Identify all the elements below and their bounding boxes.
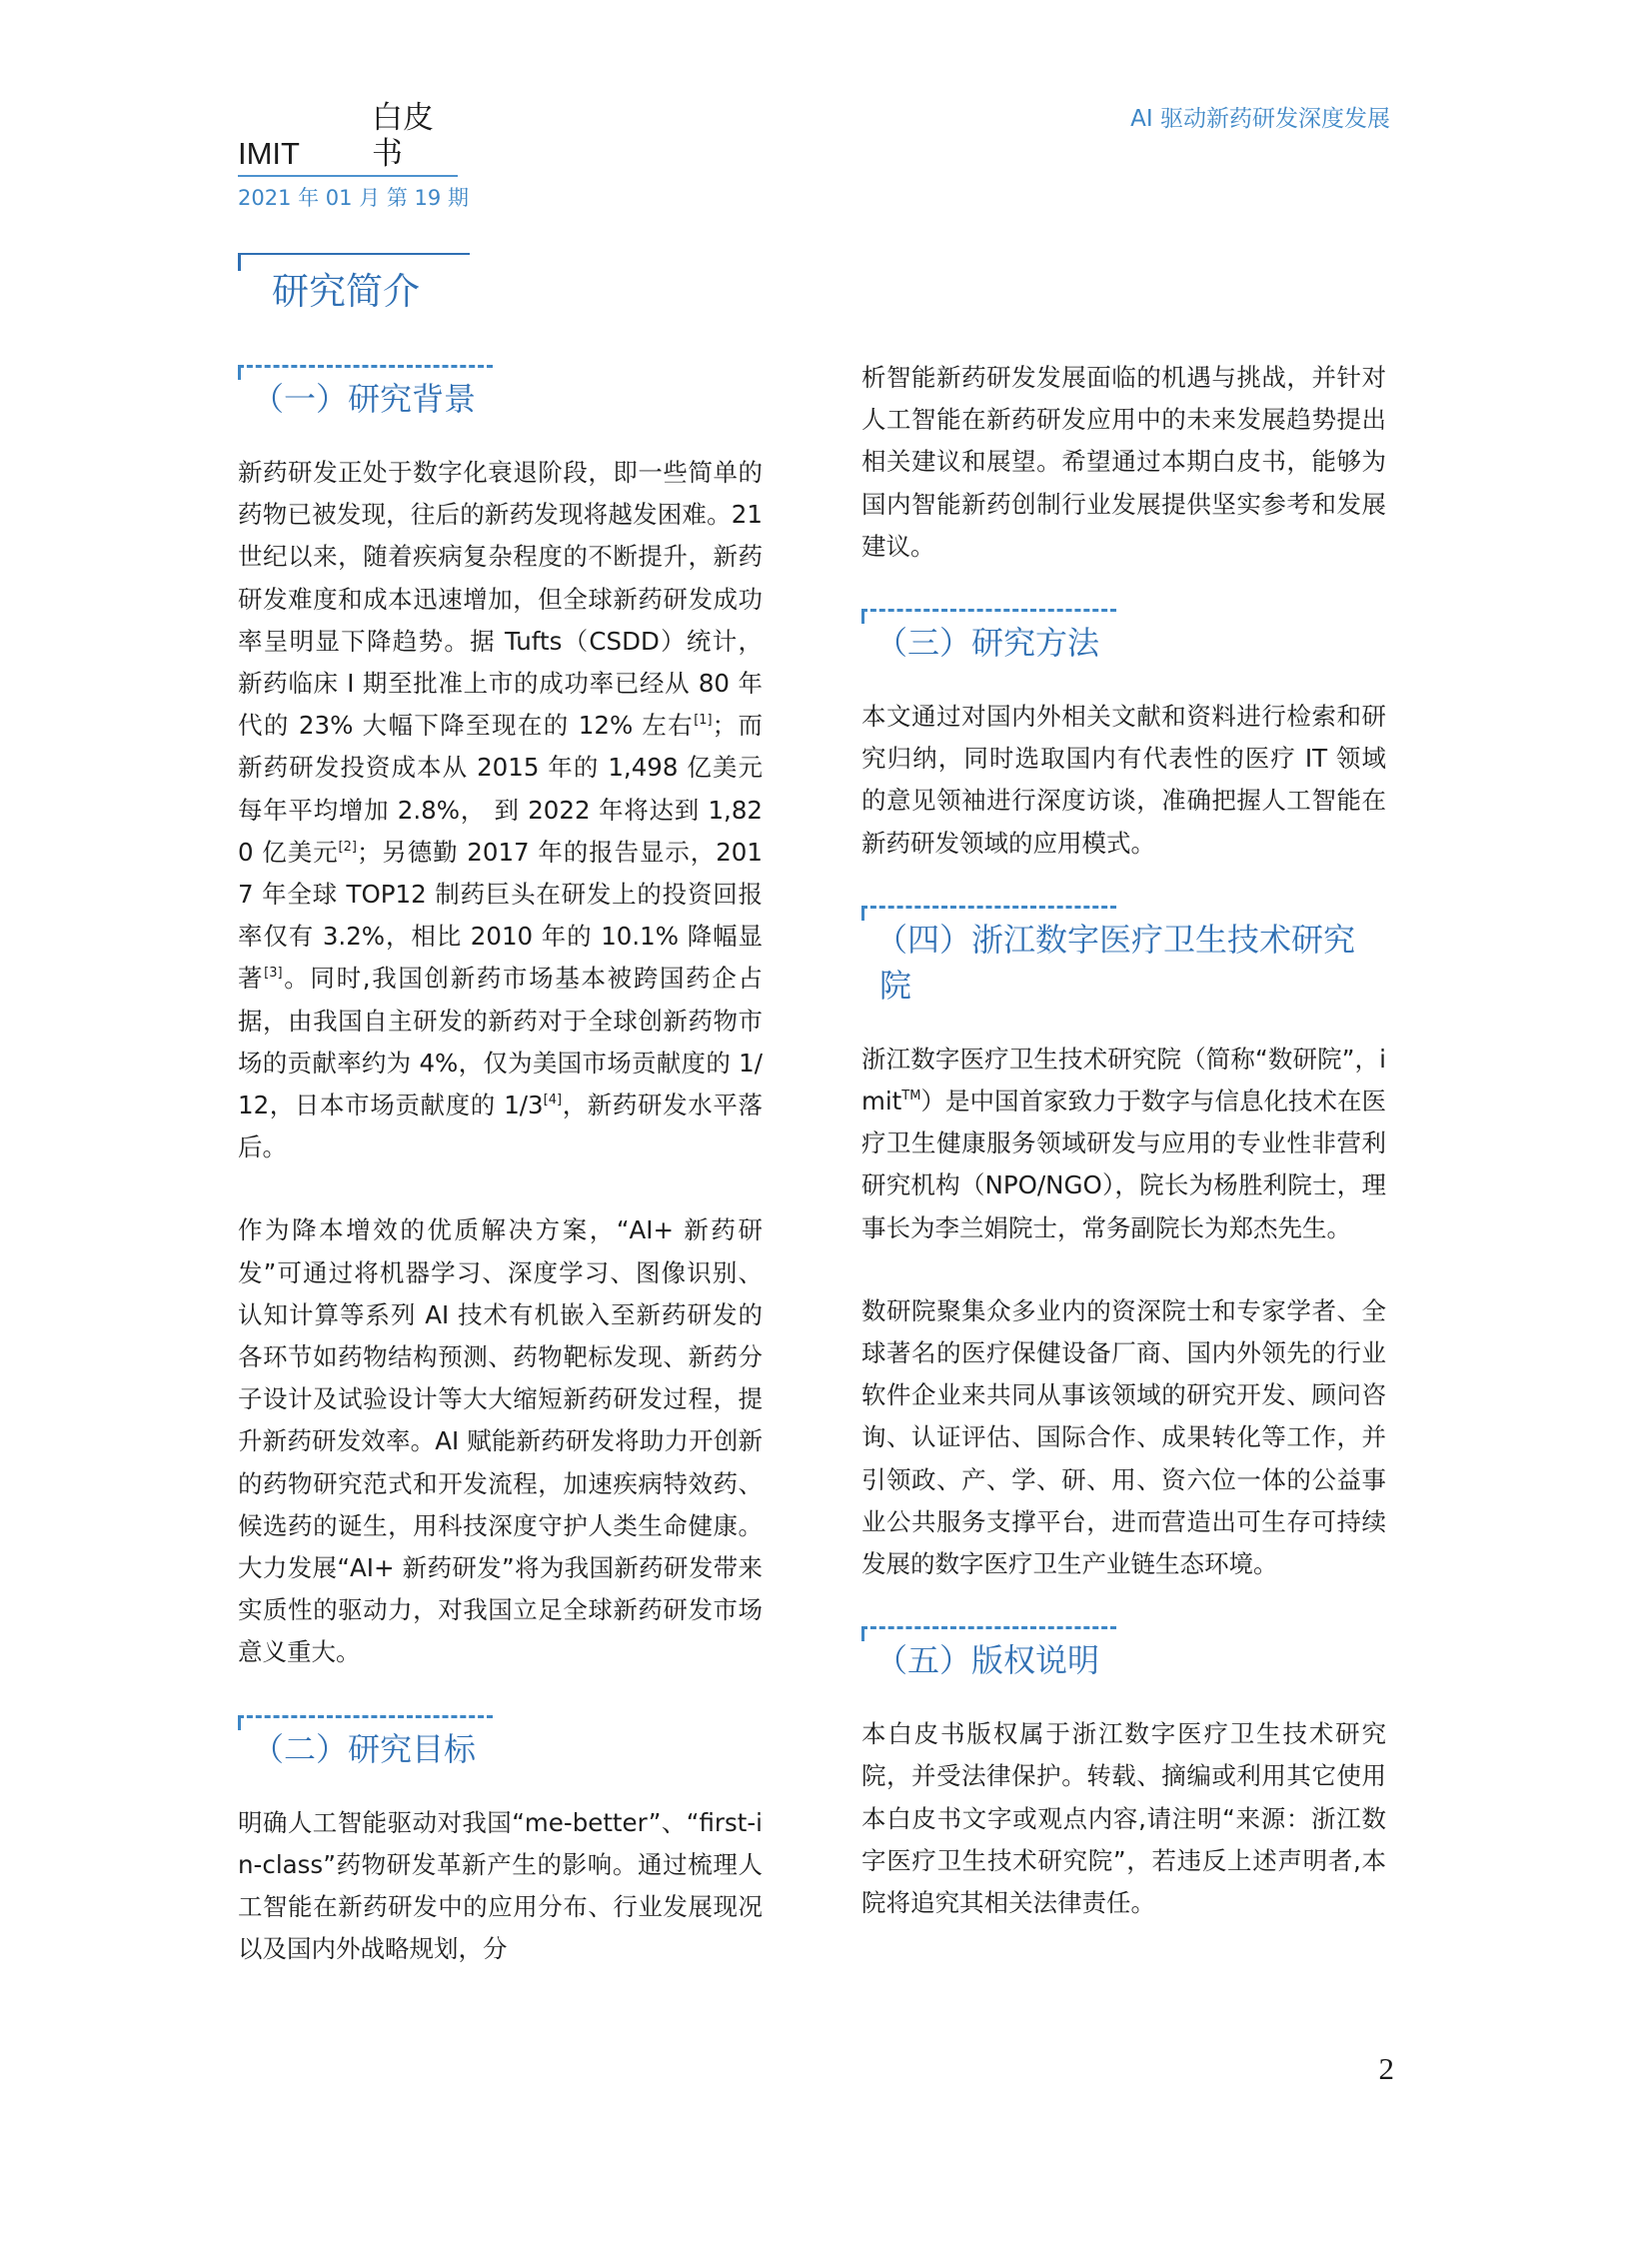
heading-text: （五）版权说明 [875,1641,1100,1680]
heading-text: （四）浙江数字医疗卫生技术研究院 [875,920,1356,1005]
heading-corner-mark [238,1718,241,1730]
text-run: ，新药研发水平落后。 [238,1091,763,1162]
method-paragraph: 本文通过对国内外相关文献和资料进行检索和研究归纳，同时选取国内有代表性的医疗 IT 领域的意见领袖进行深度访谈，准确把握人工智能在新药研发领域的应用模式。 [861,702,1386,858]
goal-paragraph-right: 析智能新药研发发展面临的机遇与挑战，并针对人工智能在新药研发应用中的未来发展趋势提出相关建议和展望。希望通过本期白皮书，能够为国内智能新药创制行业发展提供坚实参考和发展建议。 [861,363,1386,561]
text-run: ；而新药研发投资成本从 2015 年的 1,498 亿美元每年平均增加 2.8%， 到 2022 年将达到 1,820 亿美元 [238,711,764,867]
section-heading-background [238,365,763,422]
heading-dashed-rule [238,1715,493,1718]
title-top-rule [238,253,470,255]
heading-corner-mark [861,1629,864,1641]
background-paragraph-1 [238,452,763,1168]
series-title: AI 驱动新药研发深度发展 [1130,106,1390,132]
institute-paragraph-1 [861,1039,1386,1249]
heading-corner-mark [861,909,864,921]
heading-corner-mark [861,612,864,624]
section-heading-copyright [861,1626,1386,1683]
header-brand-block [238,100,469,212]
header-brand-row [238,100,458,172]
background-paragraph-2: 作为降本增效的优质解决方案，“AI+ 新药研发”可通过将机器学习、深度学习、图像识别、认知计算等系列 AI 技术有机嵌入至新药研发的各环节如药物结构预测、药物靶标发现、新药分子设计及试验设计等大大缩短新药研发过程，提升新药研发效率。AI 赋能新药研发将助力开创新的药物研究范式和开发流程，加速疾病特效药、候选药的诞生，用科技深度守护人类生命健康。大力发展“AI+ 新药研发”将为我国新药研发带来实质性的驱动力，对我国立足全球新药研发市场意义重大。 [238,1215,763,1667]
text-run: 浙江数字医疗卫生技术研究院（简称“数研院”，imit [861,1044,1386,1117]
citation-ref: [3] [264,966,283,982]
heading-dashed-rule [861,1626,1116,1629]
doc-type: 白皮书 [372,100,435,172]
citation-ref: [2] [338,839,357,855]
issue-date: 2021 年 01 月 第 19 期 [238,186,469,210]
text-run: ）是中国首家致力于数字与信息化技术在医疗卫生健康服务领域研发与应用的专业性非营利研究机构（NPO/NGO），院长为杨胜利院士，理事长为李兰娟院士，常务副院长为郑杰先生。 [861,1087,1386,1242]
heading-text: （三）研究方法 [875,624,1100,663]
heading-dashed-rule [238,365,493,368]
heading-text: （一）研究背景 [252,380,477,418]
heading-text: （二）研究目标 [252,1729,477,1768]
title-corner-mark [238,255,241,271]
copyright-paragraph: 本白皮书版权属于浙江数字医疗卫生技术研究院，并受法律保护。转载、摘编或利用其它使用本白皮书文字或观点内容,请注明“来源：浙江数字医疗卫生技术研究院”，若违反上述声明者,本院将追究其相关法律责任。 [861,1719,1386,1918]
text-run: 。同时,我国创新药市场基本被跨国药企占据，由我国自主研发的新药对于全球创新药物市场的贡献率约为 4%，仅为美国市场贡献度的 1/12，日本市场贡献度的 1/3 [238,964,763,1121]
heading-corner-mark [238,368,241,380]
heading-dashed-rule [861,609,1116,612]
institute-paragraph-2: 数研院聚集众多业内的资深院士和专家学者、全球著名的医疗保健设备厂商、国内外领先的行业软件企业来共同从事该领域的研究开发、顾问咨询、认证评估、国际合作、成果转化等工作，并引领政、产、学、研、用、资六位一体的公益事业公共服务支撑平台，进而营造出可生存可持续发展的数字医疗卫生产业链生态环境。 [861,1295,1386,1579]
heading-dashed-rule [861,906,1116,909]
trademark-mark: TM [901,1089,921,1105]
section-heading-institute [861,906,1386,1009]
brand-name: IMIT [238,136,300,171]
text-run: 新药研发正处于数字化衰退阶段，即一些简单的药物已被发现，往后的新药发现将越发困难。21 世纪以来，随着疾病复杂程度的不断提升，新药研发难度和成本迅速增加，但全球新药研发成功率呈明显下降趋势。据 Tufts（CSDD）统计，新药临床 I 期至批准上市的成功率已经从 80 年代的 23% 大幅下降至现在的 12% 左右 [238,458,763,741]
left-column [238,365,763,2012]
text-run: ；另德勤 2017 年的报告显示，2017 年全球 TOP12 制药巨头在研发上的投资回报率仅有 3.2%，相比 2010 年的 10.1% 降幅显著 [238,837,763,994]
goal-paragraph-left: 明确人工智能驱动对我国“me-better”、“first-in-class”药物研发革新产生的影响。通过梳理人工智能在新药研发中的应用分布、行业发展现况以及国内外战略规划，分 [238,1807,763,1964]
section-heading-method [861,609,1386,666]
page-number: 2 [1378,2051,1394,2086]
right-column [861,357,1386,1965]
page-title: 研究简介 [272,270,420,313]
citation-ref: [1] [694,713,713,729]
section-heading-goal [238,1715,763,1772]
page-title-block [238,253,470,313]
citation-ref: [4] [543,1093,563,1109]
header-underline [238,175,458,177]
